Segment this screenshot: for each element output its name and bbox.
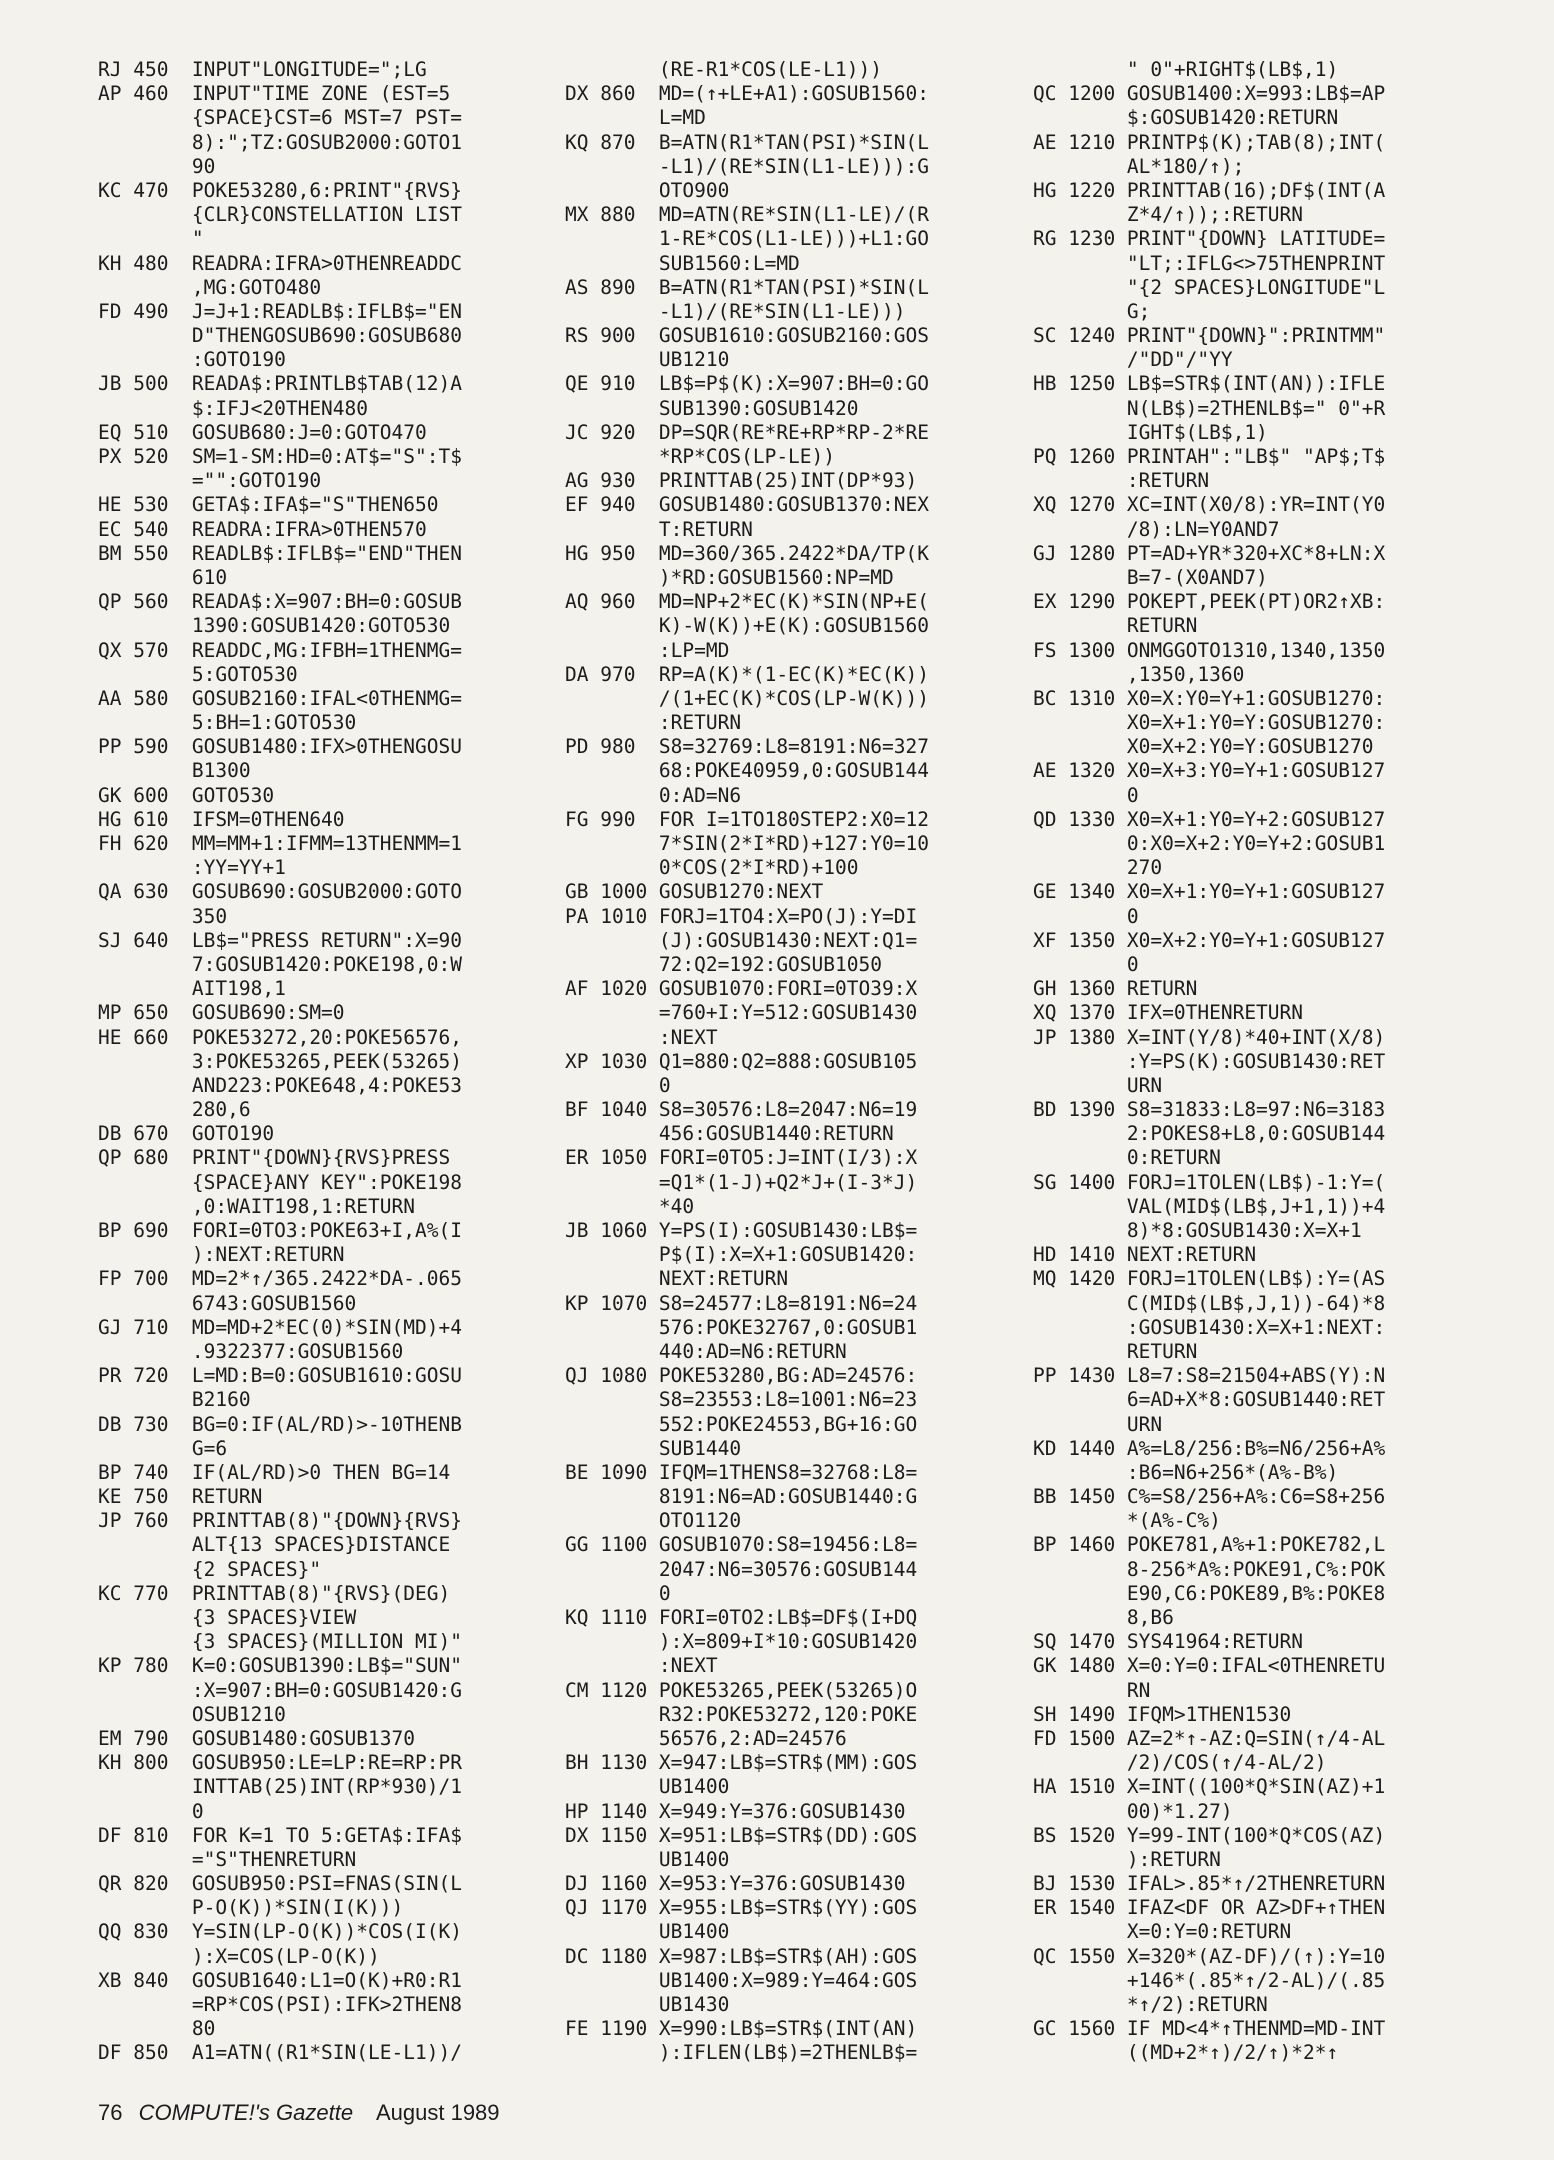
code-line: FD 490 J=J+1:READLB$:IFLB$="EN — [98, 299, 462, 323]
code-line: =760+I:Y=512:GOSUB1430 — [565, 1001, 918, 1025]
code-line: S8=23553:L8=1001:N6=23 — [565, 1388, 918, 1412]
code-line: QX 570 READDC,MG:IFBH=1THENMG= — [98, 638, 462, 662]
code-line: (J):GOSUB1430:NEXT:Q1= — [565, 928, 918, 952]
code-line: AND223:POKE648,4:POKE53 — [98, 1073, 462, 1097]
code-line: QE 910 LB$=P$(K):X=907:BH=0:GO — [565, 372, 929, 396]
code-line: SUB1390:GOSUB1420 — [565, 396, 859, 420]
code-line: KH 480 READRA:IFRA>0THENREADDC — [98, 251, 462, 275]
code-line: 576:POKE32767,0:GOSUB1 — [565, 1315, 918, 1339]
code-line: 1390:GOSUB1420:GOTO530 — [98, 614, 451, 638]
code-line: GJ 1280 PT=AD+YR*320+XC*8+LN:X — [1033, 541, 1386, 565]
code-line: " — [98, 227, 204, 251]
code-line: {2 SPACES}" — [98, 1557, 322, 1581]
code-line: {SPACE}ANY KEY":POKE198 — [98, 1170, 462, 1194]
code-line: BF 1040 S8=30576:L8=2047:N6=19 — [565, 1098, 918, 1122]
code-line: GE 1340 X0=X+1:Y0=Y+1:GOSUB127 — [1033, 880, 1386, 904]
code-line: QA 630 GOSUB690:GOSUB2000:GOTO — [98, 880, 462, 904]
code-line: *RP*COS(LP-LE)) — [565, 445, 836, 468]
code-line: ):X=COS(LP-O(K)) — [98, 1944, 380, 1968]
code-line: QQ 830 Y=SIN(LP-O(K))*COS(I(K) — [98, 1920, 462, 1944]
code-line: 0 — [98, 1799, 204, 1823]
code-line: P$(I):X=X+1:GOSUB1420: — [565, 1243, 918, 1267]
code-line: AQ 960 MD=NP+2*EC(K)*SIN(NP+E( — [565, 590, 929, 614]
code-line: SJ 640 LB$="PRESS RETURN":X=90 — [98, 928, 462, 952]
code-line: :GOSUB1430:X=X+1:NEXT: — [1033, 1315, 1386, 1339]
code-line: QP 680 PRINT"{DOWN}{RVS}PRESS — [98, 1146, 451, 1170]
code-line: :YY=YY+1 — [98, 856, 286, 880]
code-line: OTO900 — [565, 178, 730, 202]
code-line: :Y=PS(K):GOSUB1430:RET — [1033, 1049, 1386, 1073]
code-line: GJ 710 MD=MD+2*EC(0)*SIN(MD)+4 — [98, 1315, 462, 1339]
code-line: QC 1550 X=320*(AZ-DF)/(↑):Y=10 — [1033, 1944, 1386, 1968]
code-line: 456:GOSUB1440:RETURN — [565, 1122, 894, 1146]
code-line: BM 550 READLB$:IFLB$="END"THEN — [98, 541, 462, 565]
code-line: K)-W(K))+E(K):GOSUB1560 — [565, 614, 929, 638]
code-line: DB 670 GOTO190 — [98, 1122, 275, 1146]
code-line: DX 860 MD=(↑+LE+A1):GOSUB1560: — [565, 82, 929, 106]
code-line: ((MD+2*↑)/2/↑)*2*↑ — [1033, 2041, 1339, 2065]
code-line: 56576,2:AD=24576 — [565, 1726, 847, 1750]
magazine-title: COMPUTE!'s Gazette — [138, 2100, 354, 2125]
code-line: HG 1220 PRINTTAB(16);DF$(INT(A — [1033, 178, 1386, 202]
code-line: 8,B6 — [1033, 1606, 1174, 1629]
code-line: XP 1030 Q1=880:Q2=888:GOSUB105 — [565, 1049, 918, 1073]
code-line: BC 1310 X0=X:Y0=Y+1:GOSUB1270: — [1033, 686, 1386, 710]
code-line: X0=X+1:Y0=Y:GOSUB1270: — [1033, 711, 1386, 735]
code-line: EF 940 GOSUB1480:GOSUB1370:NEX — [565, 493, 929, 517]
code-line: 8):";TZ:GOSUB2000:GOTO1 — [98, 130, 462, 154]
code-line: ):RETURN — [1033, 1847, 1221, 1871]
code-line: 8191:N6=AD:GOSUB1440:G — [565, 1485, 918, 1509]
code-line: 0 — [1033, 952, 1139, 976]
code-line: /8):LN=Y0AND7 — [1033, 517, 1280, 541]
code-line: X=0:Y=0:RETURN — [1033, 1920, 1292, 1944]
code-line: UB1400 — [565, 1847, 730, 1871]
code-line: FG 990 FOR I=1TO180STEP2:X0=12 — [565, 807, 929, 831]
code-line: ,0:WAIT198,1:RETURN — [98, 1194, 415, 1218]
code-line: $:IFJ<20THEN480 — [98, 396, 369, 420]
code-line: CM 1120 POKE53265,PEEK(53265)O — [565, 1678, 918, 1702]
code-line: JP 1380 X=INT(Y/8)*40+INT(X/8) — [1033, 1025, 1386, 1049]
code-line: 80 — [98, 2017, 216, 2041]
code-line: NEXT:RETURN — [565, 1267, 789, 1291]
code-line: FE 1190 X=990:LB$=STR$(INT(AN) — [565, 2017, 918, 2041]
code-line: HG 610 IFSM=0THEN640 — [98, 807, 345, 831]
code-line: PQ 1260 PRINTAH":"LB$" "AP$;T$ — [1033, 445, 1386, 468]
code-line: BD 1390 S8=31833:L8=97:N6=3183 — [1033, 1098, 1386, 1122]
code-line: GB 1000 GOSUB1270:NEXT — [565, 880, 824, 904]
code-line: 8)*8:GOSUB1430:X=X+1 — [1033, 1219, 1362, 1242]
code-line: QJ 1170 X=955:LB$=STR$(YY):GOS — [565, 1896, 918, 1920]
code-line: :NEXT — [565, 1654, 718, 1678]
code-line: HE 660 POKE53272,20:POKE56576, — [98, 1025, 462, 1049]
code-line: =Q1*(1-J)+Q2*J+(I-3*J) — [565, 1170, 918, 1194]
code-line: 5:GOTO530 — [98, 662, 298, 686]
code-line: BB 1450 C%=S8/256+A%:C6=S8+256 — [1033, 1485, 1386, 1509]
code-line: ="S"THENRETURN — [98, 1847, 357, 1871]
code-line: MQ 1420 FORJ=1TOLEN(LB$):Y=(AS — [1033, 1267, 1386, 1291]
code-line: *(A%-C%) — [1033, 1509, 1221, 1533]
code-line: X0=X+2:Y0=Y:GOSUB1270 — [1033, 735, 1374, 759]
code-line: BJ 1530 IFAL>.85*↑/2THENRETURN — [1033, 1872, 1386, 1896]
code-line: HA 1510 X=INT((100*Q*SIN(AZ)+1 — [1033, 1775, 1386, 1799]
code-line: N(LB$)=2THENLB$=" 0"+R — [1033, 396, 1386, 420]
code-line: MX 880 MD=ATN(RE*SIN(L1-LE)/(R — [565, 203, 929, 227]
code-line: XB 840 GOSUB1640:L1=O(K)+R0:R1 — [98, 1968, 462, 1992]
code-line: GH 1360 RETURN — [1033, 977, 1198, 1001]
code-line: AE 1210 PRINTP$(K);TAB(8);INT( — [1033, 130, 1386, 154]
code-line: INTTAB(25)INT(RP*930)/1 — [98, 1775, 462, 1799]
code-line: DF 810 FOR K=1 TO 5:GETA$:IFA$ — [98, 1823, 462, 1847]
code-line: KQ 870 B=ATN(R1*TAN(PSI)*SIN(L — [565, 130, 929, 154]
code-line: :RETURN — [565, 711, 742, 735]
code-line: BP 690 FORI=0TO3:POKE63+I,A%(I — [98, 1219, 462, 1242]
code-line: EM 790 GOSUB1480:GOSUB1370 — [98, 1726, 415, 1750]
code-line: HP 1140 X=949:Y=376:GOSUB1430 — [565, 1799, 906, 1823]
code-line: R32:POKE53272,120:POKE — [565, 1702, 918, 1726]
code-line: 6=AD+X*8:GOSUB1440:RET — [1033, 1388, 1386, 1412]
code-line: FP 700 MD=2*↑/365.2422*DA-.065 — [98, 1267, 462, 1291]
code-line: 72:Q2=192:GOSUB1050 — [565, 952, 882, 976]
code-line: FD 1500 AZ=2*↑-AZ:Q=SIN(↑/4-AL — [1033, 1726, 1386, 1750]
code-line: AIT198,1 — [98, 977, 286, 1001]
code-line: FH 620 MM=MM+1:IFMM=13THENMM=1 — [98, 832, 462, 855]
code-line: 440:AD=N6:RETURN — [565, 1339, 847, 1363]
code-line: FS 1300 ONMGGOTO1310,1340,1350 — [1033, 638, 1386, 662]
code-line: QR 820 GOSUB950:PSI=FNAS(SIN(L — [98, 1872, 462, 1896]
code-line: SC 1240 PRINT"{DOWN}":PRINTMM" — [1033, 324, 1386, 348]
code-line: QD 1330 X0=X+1:Y0=Y+2:GOSUB127 — [1033, 807, 1386, 831]
code-line: E90,C6:POKE89,B%:POKE8 — [1033, 1581, 1386, 1605]
code-line: 270 — [1033, 856, 1163, 880]
code-line: HG 950 MD=360/365.2422*DA/TP(K — [565, 541, 929, 565]
code-line: ):NEXT:RETURN — [98, 1243, 345, 1267]
code-line: Z*4/↑));:RETURN — [1033, 203, 1304, 227]
code-line: 2:POKES8+L8,0:GOSUB144 — [1033, 1122, 1386, 1146]
code-line: OTO1120 — [565, 1509, 742, 1533]
code-line: KQ 1110 FORI=0TO2:LB$=DF$(I+DQ — [565, 1606, 918, 1629]
code-line: "LT;:IFLG<>75THENPRINT — [1033, 251, 1386, 275]
code-line: 5:BH=1:GOTO530 — [98, 711, 357, 735]
code-line: .9322377:GOSUB1560 — [98, 1339, 404, 1363]
code-line: KC 470 POKE53280,6:PRINT"{RVS} — [98, 178, 462, 202]
code-line: URN — [1033, 1412, 1163, 1436]
code-line: B2160 — [98, 1388, 251, 1412]
code-line: 68:POKE40959,0:GOSUB144 — [565, 759, 929, 783]
code-line: 280,6 — [98, 1098, 251, 1122]
code-line: KP 1070 S8=24577:L8=8191:N6=24 — [565, 1291, 918, 1315]
code-line: GK 1480 X=0:Y=0:IFAL<0THENRETU — [1033, 1654, 1386, 1678]
code-line: /"DD"/"YY — [1033, 348, 1233, 372]
code-line: AG 930 PRINTTAB(25)INT(DP*93) — [565, 469, 918, 493]
code-line: :X=907:BH=0:GOSUB1420:G — [98, 1678, 462, 1702]
code-line: VAL(MID$(LB$,J+1,1))+4 — [1033, 1194, 1386, 1218]
code-line: {3 SPACES}VIEW — [98, 1606, 357, 1629]
code-line: {3 SPACES}(MILLION MI)" — [98, 1630, 462, 1654]
code-line: :NEXT — [565, 1025, 718, 1049]
code-line: SH 1490 IFQM>1THEN1530 — [1033, 1702, 1292, 1726]
code-line: PX 520 SM=1-SM:HD=0:AT$="S":T$ — [98, 445, 462, 468]
code-line: JB 500 READA$:PRINTLB$TAB(12)A — [98, 372, 462, 396]
code-line: 0*COS(2*I*RD)+100 — [565, 856, 859, 880]
code-line: +146*(.85*↑/2-AL)/(.85 — [1033, 1968, 1386, 1992]
code-line: KP 780 K=0:GOSUB1390:LB$="SUN" — [98, 1654, 462, 1678]
code-line: "{2 SPACES}LONGITUDE"L — [1033, 275, 1386, 299]
code-line: KC 770 PRINTTAB(8)"{RVS}(DEG) — [98, 1581, 451, 1605]
code-line: B=7-(X0AND7) — [1033, 565, 1268, 589]
code-line: AE 1320 X0=X+3:Y0=Y+1:GOSUB127 — [1033, 759, 1386, 783]
code-line: SQ 1470 SYS41964:RETURN — [1033, 1630, 1304, 1654]
code-line: SUB1560:L=MD — [565, 251, 800, 275]
code-line: G; — [1033, 299, 1151, 323]
code-line: UB1210 — [565, 348, 730, 372]
code-line: EQ 510 GOSUB680:J=0:GOTO470 — [98, 420, 427, 444]
code-line: 00)*1.27) — [1033, 1799, 1233, 1823]
code-line: 90 — [98, 154, 216, 178]
code-line: IGHT$(LB$,1) — [1033, 420, 1268, 444]
code-line: $:GOSUB1420:RETURN — [1033, 106, 1339, 130]
code-line: 1-RE*COS(L1-LE)))+L1:GO — [565, 227, 929, 251]
code-line: *↑/2):RETURN — [1033, 1993, 1268, 2016]
page-footer — [98, 2100, 500, 2126]
code-line: B1300 — [98, 759, 251, 783]
code-line: /(1+EC(K)*COS(LP-W(K))) — [565, 686, 929, 710]
code-line: DB 730 BG=0:IF(AL/RD)>-10THENB — [98, 1412, 462, 1436]
code-line: " 0"+RIGHT$(LB$,1) — [1033, 58, 1339, 81]
code-line: PP 590 GOSUB1480:IFX>0THENGOSU — [98, 735, 462, 759]
code-line: 0:RETURN — [1033, 1146, 1221, 1170]
code-line: RETURN — [1033, 1339, 1198, 1363]
code-line: RS 900 GOSUB1610:GOSUB2160:GOS — [565, 324, 929, 348]
code-line: L=MD — [565, 106, 706, 130]
code-line: 7*SIN(2*I*RD)+127:Y0=10 — [565, 832, 929, 855]
issue-date: August 1989 — [375, 2100, 500, 2125]
code-line: HD 1410 NEXT:RETURN — [1033, 1243, 1257, 1267]
code-line: BP 1460 POKE781,A%+1:POKE782,L — [1033, 1533, 1386, 1557]
code-line: KD 1440 A%=L8/256:B%=N6/256+A% — [1033, 1436, 1386, 1460]
code-line: DJ 1160 X=953:Y=376:GOSUB1430 — [565, 1872, 906, 1896]
code-line: RG 1230 PRINT"{DOWN} LATITUDE= — [1033, 227, 1386, 251]
code-line: DC 1180 X=987:LB$=STR$(AH):GOS — [565, 1944, 918, 1968]
code-line: /2)/COS(↑/4-AL/2) — [1033, 1751, 1327, 1775]
code-line: (RE-R1*COS(LE-L1))) — [565, 58, 882, 81]
code-line: ER 1050 FORI=0TO5:J=INT(I/3):X — [565, 1146, 918, 1170]
code-line: JC 920 DP=SQR(RE*RE+RP*RP-2*RE — [565, 420, 929, 444]
code-line: RJ 450 INPUT"LONGITUDE=";LG — [98, 58, 427, 81]
code-line: MP 650 GOSUB690:SM=0 — [98, 1001, 345, 1025]
code-line: =RP*COS(PSI):IFK>2THEN8 — [98, 1993, 462, 2016]
code-line: P-O(K))*SIN(I(K))) — [98, 1896, 404, 1920]
code-line: 3:POKE53265,PEEK(53265) — [98, 1049, 462, 1073]
code-line: GG 1100 GOSUB1070:S8=19456:L8= — [565, 1533, 918, 1557]
code-line: 552:POKE24553,BG+16:GO — [565, 1412, 918, 1436]
code-line: HE 530 GETA$:IFA$="S"THEN650 — [98, 493, 439, 517]
code-line: {SPACE}CST=6 MST=7 PST= — [98, 106, 462, 130]
code-line: T:RETURN — [565, 517, 753, 541]
code-line: ="":GOTO190 — [98, 469, 322, 493]
code-line: G=6 — [98, 1436, 228, 1460]
code-line: BP 740 IF(AL/RD)>0 THEN BG=14 — [98, 1460, 451, 1484]
code-line: AL*180/↑); — [1033, 154, 1245, 178]
code-line: AS 890 B=ATN(R1*TAN(PSI)*SIN(L — [565, 275, 929, 299]
code-line: )*RD:GOSUB1560:NP=MD — [565, 565, 894, 589]
code-line: 6743:GOSUB1560 — [98, 1291, 357, 1315]
code-line: SUB1440 — [565, 1436, 742, 1460]
code-line: BH 1130 X=947:LB$=STR$(MM):GOS — [565, 1751, 918, 1775]
code-line: 350 — [98, 904, 228, 928]
code-line: JB 1060 Y=PS(I):GOSUB1430:LB$= — [565, 1219, 918, 1242]
code-line: UB1400 — [565, 1920, 730, 1944]
code-line: EC 540 READRA:IFRA>0THEN570 — [98, 517, 427, 541]
code-line: KE 750 RETURN — [98, 1485, 263, 1509]
code-line: D"THENGOSUB690:GOSUB680 — [98, 324, 462, 348]
code-line: XQ 1270 XC=INT(X0/8):YR=INT(Y0 — [1033, 493, 1386, 517]
code-line: GC 1560 IF MD<4*↑THENMD=MD-INT — [1033, 2017, 1386, 2041]
code-line: :LP=MD — [565, 638, 730, 662]
code-line: PP 1430 L8=7:S8=21504+ABS(Y):N — [1033, 1364, 1386, 1388]
code-line: UB1430 — [565, 1993, 730, 2016]
code-line: AF 1020 GOSUB1070:FORI=0TO39:X — [565, 977, 918, 1001]
code-line: AA 580 GOSUB2160:IFAL<0THENMG= — [98, 686, 462, 710]
code-line: PR 720 L=MD:B=0:GOSUB1610:GOSU — [98, 1364, 462, 1388]
code-line: HB 1250 LB$=STR$(INT(AN)):IFLE — [1033, 372, 1386, 396]
code-line: DA 970 RP=A(K)*(1-EC(K)*EC(K)) — [565, 662, 929, 686]
code-line: :B6=N6+256*(A%-B%) — [1033, 1460, 1339, 1484]
code-line: ,MG:GOTO480 — [98, 275, 322, 299]
code-line: 0:X0=X+2:Y0=Y+2:GOSUB1 — [1033, 832, 1386, 855]
code-line: :RETURN — [1033, 469, 1210, 493]
code-line: 8-256*A%:POKE91,C%:POK — [1033, 1557, 1386, 1581]
code-line: 2047:N6=30576:GOSUB144 — [565, 1557, 918, 1581]
code-line: BS 1520 Y=99-INT(100*Q*COS(AZ) — [1033, 1823, 1386, 1847]
code-line: XQ 1370 IFX=0THENRETURN — [1033, 1001, 1304, 1025]
code-line: BE 1090 IFQM=1THENS8=32768:L8= — [565, 1460, 918, 1484]
listing-column-1 — [98, 58, 462, 2066]
code-line: ):X=809+I*10:GOSUB1420 — [565, 1630, 918, 1654]
code-line: PA 1010 FORJ=1TO4:X=PO(J):Y=DI — [565, 904, 918, 928]
code-line: 0 — [1033, 783, 1139, 807]
code-line: :GOTO190 — [98, 348, 286, 372]
code-line: SG 1400 FORJ=1TOLEN(LB$)-1:Y=( — [1033, 1170, 1386, 1194]
code-line: JP 760 PRINTTAB(8)"{DOWN}{RVS} — [98, 1509, 462, 1533]
code-line: EX 1290 POKEPT,PEEK(PT)OR2↑XB: — [1033, 590, 1386, 614]
code-line: 7:GOSUB1420:POKE198,0:W — [98, 952, 462, 976]
code-line: AP 460 INPUT"TIME ZONE (EST=5 — [98, 82, 451, 106]
code-line: ):IFLEN(LB$)=2THENLB$= — [565, 2041, 918, 2065]
listing-column-3 — [1033, 58, 1385, 2066]
code-line: QP 560 READA$:X=907:BH=0:GOSUB — [98, 590, 462, 614]
code-line: 0 — [565, 1073, 671, 1097]
code-line: OSUB1210 — [98, 1702, 286, 1726]
code-line: QC 1200 GOSUB1400:X=993:LB$=AP — [1033, 82, 1386, 106]
code-line: 610 — [98, 565, 228, 589]
code-line: 0 — [1033, 904, 1139, 928]
code-line: ALT{13 SPACES}DISTANCE — [98, 1533, 451, 1557]
code-line: GK 600 GOTO530 — [98, 783, 275, 807]
code-line: 0 — [565, 1581, 671, 1605]
code-line: URN — [1033, 1073, 1163, 1097]
code-line: UB1400 — [565, 1775, 730, 1799]
code-line: DX 1150 X=951:LB$=STR$(DD):GOS — [565, 1823, 918, 1847]
code-line: 0:AD=N6 — [565, 783, 742, 807]
code-line: ,1350,1360 — [1033, 662, 1245, 686]
code-line: DF 850 A1=ATN((R1*SIN(LE-L1))/ — [98, 2041, 462, 2065]
code-line: *40 — [565, 1194, 695, 1218]
code-line: XF 1350 X0=X+2:Y0=Y+1:GOSUB127 — [1033, 928, 1386, 952]
page-number: 76 — [98, 2100, 123, 2125]
code-line: C(MID$(LB$,J,1))-64)*8 — [1033, 1291, 1386, 1315]
code-line: RN — [1033, 1678, 1151, 1702]
code-line: PD 980 S8=32769:L8=8191:N6=327 — [565, 735, 929, 759]
code-line: ER 1540 IFAZ<DF OR AZ>DF+↑THEN — [1033, 1896, 1386, 1920]
code-line: {CLR}CONSTELLATION LIST — [98, 203, 462, 227]
code-line: UB1400:X=989:Y=464:GOS — [565, 1968, 918, 1992]
code-line: -L1)/(RE*SIN(L1-LE))) — [565, 299, 906, 323]
listing-column-2 — [565, 58, 929, 2066]
code-line: QJ 1080 POKE53280,BG:AD=24576: — [565, 1364, 918, 1388]
code-line: -L1)/(RE*SIN(L1-LE))):G — [565, 154, 929, 178]
code-line: KH 800 GOSUB950:LE=LP:RE=RP:PR — [98, 1751, 462, 1775]
code-line: RETURN — [1033, 614, 1198, 638]
